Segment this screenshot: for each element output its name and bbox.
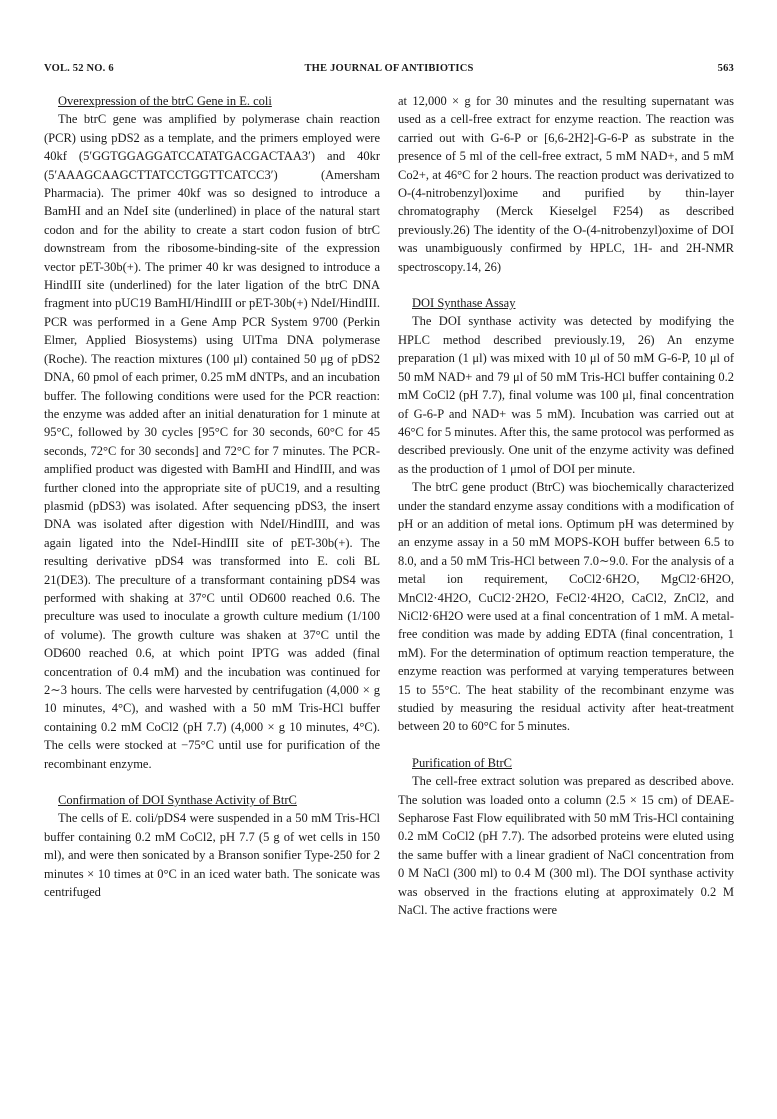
paragraph-continued: at 12,000 × g for 30 minutes and the resulting supernatant was used as a cell-free extract for enzyme reaction. The reaction was carried out with G-6-P or [6,6-2H2]-G-6-P as substrate in the presence of 5 ml of the cell-free extract, 5 mM NAD+, and 5 mM Co2+, at 46°C for 2 hours. The reaction product was derivatized to O-(4-nitrobenzyl)oxime and purified by thin-layer chromatography (Merck Kieselgel F254) as described previously.26) The identity of the O-(4-nitrobenzyl)oxime of DOI was unambiguously confirmed by HPLC, 1H- and 2H-NMR spectroscopy.14, 26) (398, 94, 734, 274)
page-number: 563 (717, 63, 734, 74)
section-heading-overexpression: Overexpression of the btrC Gene in E. coli (58, 94, 272, 108)
paragraph-overexpression: The btrC gene was amplified by polymerase chain reaction (PCR) using pDS2 as a template, and the primers employed were 40kf (5′GGTGGAGGATCCATATGACGACTAA3′) and 40kr (5′AAAGCAAGCTTATCCTGGTTCATCC3′) (Amersham Pharmacia). The primer 40kf was so designed to introduce a BamHI and an NdeI site (underlined) in place of the natural start codon and for the ability to create a start codon fusion of btrC downstream from the ribosome-binding-site of the expression vector pET-30b(+). The primer 40 kr was designed to introduce a HindIII site (underlined) for the later ligation of the btrC DNA fragment into pUC19 BamHI/HindIII or pET-30b(+) NdeI/HindIII. PCR was performed in a Gene Amp PCR System 9700 (Perkin Elmer, Applied Biosystems) using UlTma DNA polymerase (Roche). The reaction mixtures (100 μl) contained 50 μg of pDS2 DNA, 60 pmol of each primer, 0.25 mM dNTPs, and an incubation buffer. The following conditions were used for the PCR reaction: the enzyme was added after an initial denaturation for 1 minute at 95°C, followed by 30 cycles [95°C for 30 seconds, 60°C for 45 seconds, 72°C for 30 seconds] and 72°C for 7 minutes. The PCR-amplified product was digested with BamHI and HindIII, and was further cloned into the appropriate site of pUC19, and a resulting plasmid (pDS3) was isolated. After sequencing pDS3, the insert DNA was isolated after digestion with NdeI/HindIII, and was again ligated into the NdeI-HindIII site of pET-30b(+). The resulting derivative pDS4 was transformed into E. coli BL 21(DE3). The preculture of a transformant containing pDS4 was performed with shaking at 37°C until OD600 reached 0.6. The preculture was used to inoculate a growth culture medium (1/100 of volume). The growth culture was shaken at 37°C until the OD600 reached 0.6, at which point IPTG was added (final concentration of 0.4 mM) and the incubation was continued for 2∼3 hours. The cells were harvested by centrifugation (4,000 × g 10 minutes, 4°C), and washed with a 50 mM Tris-HCl buffer containing 0.2 mM CoCl2 (pH 7.7) (4,000 × g 10 minutes, 4°C). The cells were stocked at −75°C until use for purification of the recombinant enzyme. (44, 112, 380, 771)
section-gap (398, 276, 734, 294)
right-column (398, 92, 734, 919)
section-heading-confirmation: Confirmation of DOI Synthase Activity of BtrC (58, 793, 297, 808)
paragraph-assay-characterization: The btrC gene product (BtrC) was biochemically characterized under the standard enzyme assay conditions with a modification of pH or an addition of metal ions. Optimum pH was determined by an enzyme assay in a 50 mM MOPS-KOH buffer between 6.5 to 8.0, and a 50 mM Tris-HCl between 7.0∼9.0. For the analysis of a metal ion requirement, CoCl2·6H2O, MgCl2·6H2O, MnCl2·4H2O, CuCl2·2H2O, FeCl2·4H2O, CaCl2, ZnCl2, and NiCl2·6H2O were used at a final concentration of 1 mM. A metal-free condition was made by adding EDTA (final concentration, 1 mM). For the determination of optimum reaction temperature, the enzyme reaction was performed at varying temperatures between 15 to 55°C. The heat stability of the recombinant enzyme was studied by measuring the residual activity after heat-treatment between 20 to 60°C for 5 minutes. (398, 480, 734, 734)
paragraph-confirmation: The cells of E. coli/pDS4 were suspended in a 50 mM Tris-HCl buffer containing 0.2 mM CoCl2, pH 7.7 (5 g of wet cells in 150 ml), and were then sonicated by a Branson sonifier Type-250 for 2 minutes × 10 times at 0°C in an iced water bath. The sonicate was centrifuged (44, 811, 380, 900)
section-heading-assay: DOI Synthase Assay (412, 296, 516, 311)
section-heading-purification: Purification of BtrC (412, 755, 512, 770)
paragraph-purification: The cell-free extract solution was prepared as described above. The solution was loaded onto a column (2.5 × 15 cm) of DEAE-Sepharose Fast Flow equilibrated with 50 mM Tris-HCl containing 0.2 mM CoCl2 (pH 7.7). The adsorbed proteins were eluted using the same buffer with a linear gradient of NaCl concentration from 0 M NaCl (300 ml) to 0.4 M (300 ml). The DOI synthase activity was observed in the fractions eluting at approximately 0.2 M NaCl. The active fractions were (398, 774, 734, 918)
running-header (44, 63, 734, 79)
section-gap (398, 736, 734, 754)
left-column (44, 92, 380, 901)
paragraph-assay-method: The DOI synthase activity was detected by modifying the HPLC method described previously.19, 26) An enzyme preparation (1 μl) was mixed with 10 μl of 50 mM G-6-P, 10 μl of 50 mM NAD+ and 79 μl of 50 mM Tris-HCl buffer containing 0.2 mM CoCl2 (pH 7.7), final volume was 100 μl, final concentration of G-6-P and NAD+ was 5 mM). Incubation was carried out at 46°C for 5 minutes. After this, the same protocol was performed as described previously. One unit of the enzyme activity was defined as the production of 1 μmol of DOI per minute. (398, 314, 734, 476)
volume-label: VOL. 52 NO. 6 (44, 63, 114, 74)
journal-title: THE JOURNAL OF ANTIBIOTICS (304, 63, 474, 74)
section-gap (44, 773, 380, 791)
